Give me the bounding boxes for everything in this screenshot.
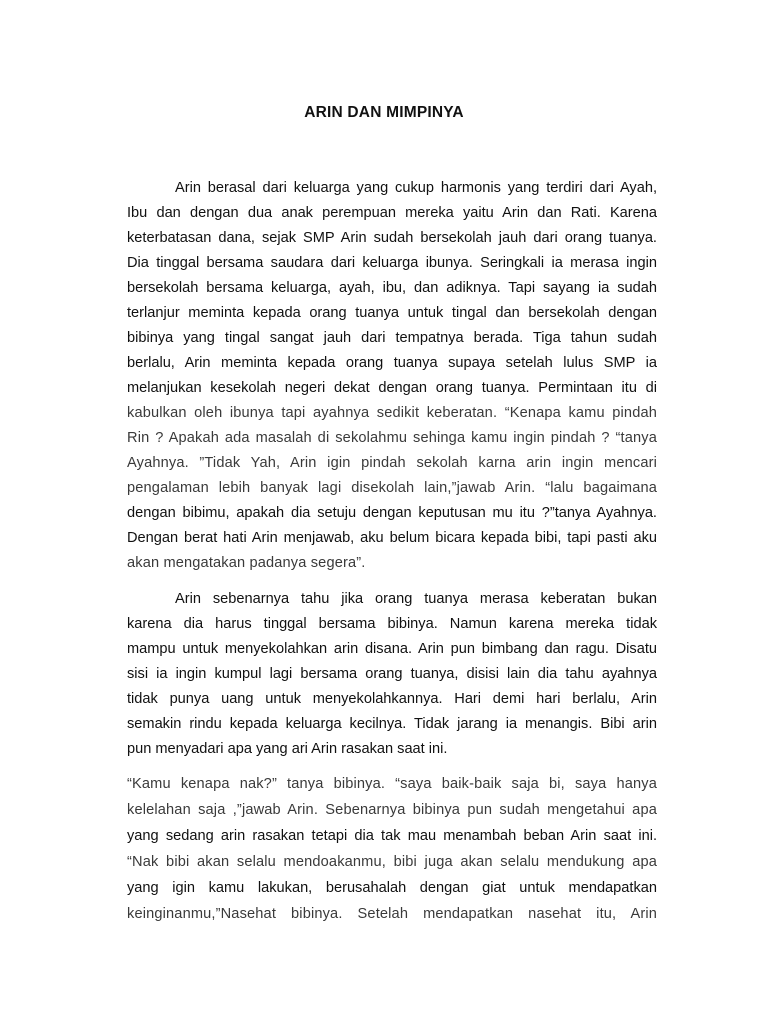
text-line: semakin rindu kepada keluarga kecilnya. Tidak jarang ia menangis. Bibi arin — [127, 716, 657, 732]
text-line: “Nak bibi akan selalu mendoakanmu, bibi juga akan selalu mendukung apa — [127, 854, 657, 870]
text-line: mampu untuk menyekolahkan arin disana. Arin pun bimbang dan ragu. Disatu — [127, 641, 657, 657]
text-line: kabulkan oleh ibunya tapi ayahnya sedikit keberatan. “Kenapa kamu pindah — [127, 405, 657, 421]
text-line: karena dia harus tinggal bersama bibinya. Namun karena mereka tidak — [127, 616, 657, 632]
text-line: melanjukan kesekolah negeri dekat dengan orang tuanya. Permintaan itu di — [127, 380, 657, 396]
text-line: Rin ? Apakah ada masalah di sekolahmu sehinga kamu ingin pindah ? “tanya — [127, 430, 657, 446]
text-line: bersekolah bersama keluarga, ayah, ibu, dan adiknya. Tapi sayang ia sudah — [127, 280, 657, 296]
text-line: tidak punya uang untuk menyekolahkannya. Hari demi hari berlalu, Arin — [127, 691, 657, 707]
text-line: keinginanmu,”Nasehat bibinya. Setelah mendapatkan nasehat itu, Arin — [127, 906, 657, 922]
text-line: yang sedang arin rasakan tetapi dia tak mau menambah beban Arin saat ini. — [127, 828, 657, 844]
text-line: pun menyadari apa yang ari Arin rasakan saat ini. — [127, 741, 448, 757]
text-line: Arin sebenarnya tahu jika orang tuanya merasa keberatan bukan — [175, 591, 657, 607]
document-title: ARIN DAN MIMPINYA — [304, 104, 464, 121]
text-line: berlalu, Arin meminta kepada orang tuanya supaya setelah lulus SMP ia — [127, 355, 657, 371]
text-line: Arin berasal dari keluarga yang cukup harmonis yang terdiri dari Ayah, — [175, 180, 657, 196]
text-line: yang igin kamu lakukan, berusahalah dengan giat untuk mendapatkan — [127, 880, 657, 896]
text-line: terlanjur meminta kepada orang tuanya untuk tingal dan bersekolah dengan — [127, 305, 657, 321]
text-line: dengan bibimu, apakah dia setuju dengan keputusan mu itu ?”tanya Ayahnya. — [127, 505, 657, 521]
text-line: kelelahan saja ,”jawab Arin. Sebenarnya bibinya pun sudah mengetahui apa — [127, 802, 657, 818]
text-line: Dengan berat hati Arin menjawab, aku belum bicara kepada bibi, tapi pasti aku — [127, 530, 657, 546]
text-line: pengalaman lebih banyak lagi disekolah lain,”jawab Arin. “lalu bagaimana — [127, 480, 657, 496]
text-line: sisi ia ingin kumpul lagi bersama orang tuanya, disisi lain dia tahu ayahnya — [127, 666, 657, 682]
text-line: Dia tinggal bersama saudara dari keluarga ibunya. Seringkali ia merasa ingin — [127, 255, 657, 271]
text-line: akan mengatakan padanya segera”. — [127, 555, 366, 571]
text-line: “Kamu kenapa nak?” tanya bibinya. “saya baik-baik saja bi, saya hanya — [127, 776, 657, 792]
text-line: Ibu dan dengan dua anak perempuan mereka yaitu Arin dan Rati. Karena — [127, 205, 657, 221]
text-line: keterbatasan dana, sejak SMP Arin sudah bersekolah jauh dari orang tuanya. — [127, 230, 657, 246]
text-line: Ayahnya. ”Tidak Yah, Arin igin pindah sekolah karna arin ingin mencari — [127, 455, 657, 471]
text-line: bibinya yang tingal sangat jauh dari tempatnya berada. Tiga tahun sudah — [127, 330, 657, 346]
